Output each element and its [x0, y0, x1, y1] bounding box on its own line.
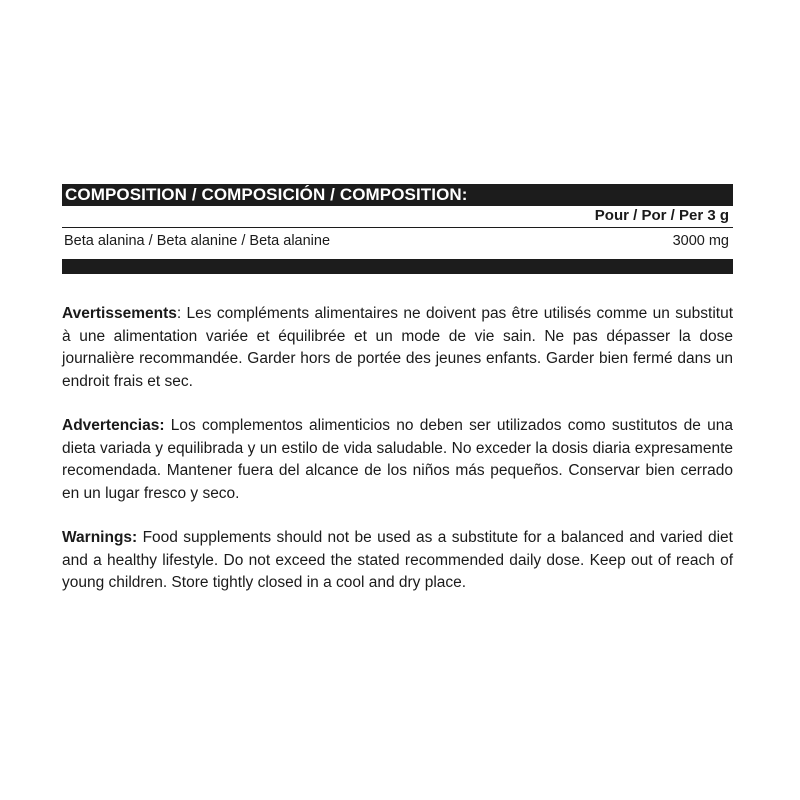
warning-french: [62, 303, 733, 393]
warning-french-title: Avertissements: [62, 305, 177, 322]
warning-spanish-title: Advertencias:: [62, 417, 165, 434]
warning-english-text: Food supplements should not be used as a substitute for a balanced and varied diet and a healthy lifestyle. Do not exceed the stated recommended daily dose. Keep out of reach of young children. Store tightly closed in a cool and dry place.: [62, 529, 733, 591]
nutrient-amount: 3000 mg: [672, 233, 729, 249]
nutrient-name: Beta alanina / Beta alanine / Beta alanine: [64, 233, 331, 249]
warning-english-title: Warnings:: [62, 529, 138, 546]
composition-table: [62, 184, 733, 274]
warning-spanish: [62, 415, 733, 505]
composition-footer-bar: [62, 259, 733, 274]
warnings-section: [62, 303, 733, 617]
spacer: [62, 250, 733, 259]
nutrient-row: [62, 228, 733, 250]
warning-english: [62, 527, 733, 595]
serving-size-label: Pour / Por / Per 3 g: [62, 206, 733, 228]
warning-spanish-text: Los complementos alimenticios no deben ser utilizados como sustitutos de una dieta variada y equilibrada y un estilo de vida saludable. No exceder la dosis diaria expresamente recomendada. Mantener fuera del alcance de los niños más pequeños. Conservar bien cerrado en un lugar fresco y seco.: [62, 417, 733, 502]
warning-french-text: : Les compléments alimentaires ne doivent pas être utilisés comme un substitut à une alimentation variée et équilibrée et un mode de vie sain. Ne pas dépasser la dose journalière recommandée. Garder hors de portée des jeunes enfants. Garder bien fermé dans un endroit frais et sec.: [62, 305, 733, 390]
composition-header: COMPOSITION / COMPOSICIÓN / COMPOSITION:: [62, 184, 733, 206]
